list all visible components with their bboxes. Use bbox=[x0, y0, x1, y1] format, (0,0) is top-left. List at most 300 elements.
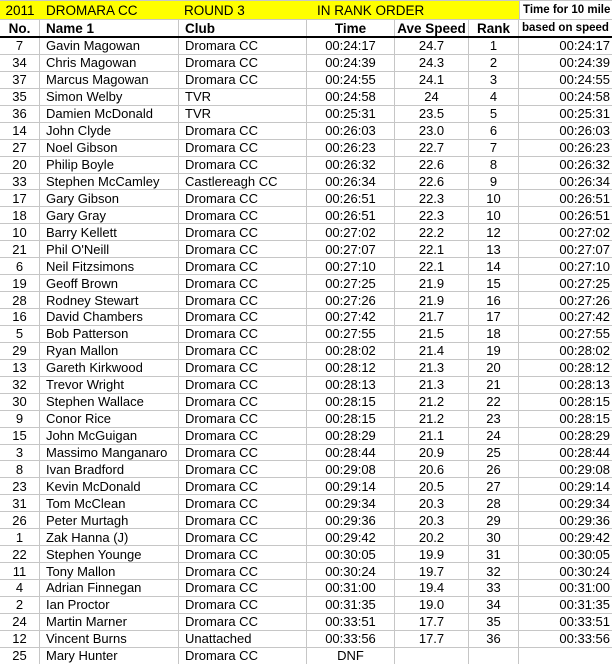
table-row bbox=[0, 478, 612, 495]
cell-club: Dromara CC bbox=[179, 411, 307, 427]
table-row bbox=[0, 123, 612, 140]
table-row bbox=[0, 140, 612, 157]
cell-rank: 6 bbox=[469, 123, 519, 139]
column-header-no: No. bbox=[0, 20, 40, 36]
table-row bbox=[0, 512, 612, 529]
cell-rider-name: Martin Marner bbox=[40, 614, 179, 630]
cell-rider-number: 26 bbox=[0, 512, 40, 528]
column-header-club: Club bbox=[179, 20, 307, 36]
cell-rank: 16 bbox=[469, 292, 519, 308]
cell-time: 00:31:00 bbox=[307, 580, 395, 596]
cell-time: 00:27:42 bbox=[307, 309, 395, 325]
table-row bbox=[0, 563, 612, 580]
cell-ave-speed: 20.3 bbox=[395, 495, 469, 511]
cell-rider-number: 33 bbox=[0, 174, 40, 190]
cell-ave-speed: 21.2 bbox=[395, 411, 469, 427]
cell-rank: 24 bbox=[469, 428, 519, 444]
cell-club: Dromara CC bbox=[179, 241, 307, 257]
cell-rider-number: 14 bbox=[0, 123, 40, 139]
cell-rank: 29 bbox=[469, 512, 519, 528]
table-row bbox=[0, 631, 612, 648]
cell-time: 00:26:23 bbox=[307, 140, 395, 156]
cell-rider-name: Noel Gibson bbox=[40, 140, 179, 156]
table-row bbox=[0, 157, 612, 174]
column-header-ave-speed: Ave Speed bbox=[395, 20, 469, 36]
cell-rank: 14 bbox=[469, 258, 519, 274]
cell-time: 00:28:12 bbox=[307, 360, 395, 376]
cell-rank: 10 bbox=[469, 207, 519, 223]
column-header-time: Time bbox=[307, 20, 395, 36]
cell-rider-name: Phil O'Neill bbox=[40, 241, 179, 257]
cell-ave-speed: 20.9 bbox=[395, 445, 469, 461]
cell-rider-name: Simon Welby bbox=[40, 89, 179, 105]
cell-rank: 27 bbox=[469, 478, 519, 494]
cell-ave-speed: 23.0 bbox=[395, 123, 469, 139]
cell-time-based-on-speed: 00:31:35 bbox=[559, 597, 610, 613]
cell-time: 00:29:14 bbox=[307, 478, 395, 494]
cell-club: Dromara CC bbox=[179, 224, 307, 240]
cell-rider-number: 10 bbox=[0, 224, 40, 240]
cell-time: 00:26:03 bbox=[307, 123, 395, 139]
cell-rank: 23 bbox=[469, 411, 519, 427]
table-row bbox=[0, 258, 612, 275]
cell-time-based-on-speed: 00:24:58 bbox=[559, 89, 610, 105]
cell-rider-name: Stephen McCamley bbox=[40, 174, 179, 190]
cell-rider-name: Adrian Finnegan bbox=[40, 580, 179, 596]
cell-time: 00:27:02 bbox=[307, 224, 395, 240]
cell-club: Dromara CC bbox=[179, 38, 307, 54]
cell-rider-name: Stephen Younge bbox=[40, 546, 179, 562]
cell-rider-number: 17 bbox=[0, 190, 40, 206]
cell-rank: 25 bbox=[469, 445, 519, 461]
cell-time: 00:24:58 bbox=[307, 89, 395, 105]
cell-ave-speed: 17.7 bbox=[395, 614, 469, 630]
cell-time-based-on-speed: 00:29:14 bbox=[559, 478, 610, 494]
cell-club: Dromara CC bbox=[179, 495, 307, 511]
table-row bbox=[0, 241, 612, 258]
cell-club: Dromara CC bbox=[179, 580, 307, 596]
cell-time: 00:26:51 bbox=[307, 190, 395, 206]
cell-time: 00:29:34 bbox=[307, 495, 395, 511]
cell-ave-speed: 21.1 bbox=[395, 428, 469, 444]
cell-time-based-on-speed: 00:28:15 bbox=[559, 411, 610, 427]
table-row bbox=[0, 461, 612, 478]
cell-rider-name: Ryan Mallon bbox=[40, 343, 179, 359]
cell-rider-number: 20 bbox=[0, 157, 40, 173]
column-header-name: Name 1 bbox=[40, 20, 179, 36]
cell-time: 00:27:10 bbox=[307, 258, 395, 274]
cell-time-based-on-speed: 00:28:13 bbox=[559, 377, 610, 393]
cell-rider-name: Ian Proctor bbox=[40, 597, 179, 613]
results-rows bbox=[0, 38, 612, 664]
cell-ave-speed: 20.2 bbox=[395, 529, 469, 545]
cell-rider-number: 7 bbox=[0, 38, 40, 54]
cell-rider-name: Philip Boyle bbox=[40, 157, 179, 173]
cell-time-based-on-speed: 00:27:25 bbox=[559, 275, 610, 291]
cell-time-based-on-speed: 00:26:51 bbox=[559, 190, 610, 206]
cell-club: Dromara CC bbox=[179, 445, 307, 461]
cell-rank: 15 bbox=[469, 275, 519, 291]
table-row bbox=[0, 309, 612, 326]
cell-rank: 26 bbox=[469, 461, 519, 477]
cell-rank: 22 bbox=[469, 394, 519, 410]
cell-rider-name: Peter Murtagh bbox=[40, 512, 179, 528]
cell-time: 00:30:24 bbox=[307, 563, 395, 579]
time-for-10-mile-label: Time for 10 mile bbox=[519, 1, 612, 19]
based-on-speed-label: based on speed bbox=[522, 22, 609, 34]
cell-rider-number: 5 bbox=[0, 326, 40, 342]
table-row bbox=[0, 394, 612, 411]
cell-time: 00:28:15 bbox=[307, 411, 395, 427]
table-row bbox=[0, 495, 612, 512]
cell-ave-speed: 19.0 bbox=[395, 597, 469, 613]
table-row bbox=[0, 72, 612, 89]
cell-rank: 18 bbox=[469, 326, 519, 342]
cell-time-based-on-speed: 00:27:10 bbox=[559, 258, 610, 274]
cell-ave-speed: 22.7 bbox=[395, 140, 469, 156]
cell-ave-speed: 20.3 bbox=[395, 512, 469, 528]
cell-time-based-on-speed: 00:26:03 bbox=[559, 123, 610, 139]
cell-time: 00:27:25 bbox=[307, 275, 395, 291]
cell-rider-number: 24 bbox=[0, 614, 40, 630]
cell-rider-number: 30 bbox=[0, 394, 40, 410]
cell-rank: 7 bbox=[469, 140, 519, 156]
table-row bbox=[0, 292, 612, 309]
cell-rank: 28 bbox=[469, 495, 519, 511]
cell-rider-name: Zak Hanna (J) bbox=[40, 529, 179, 545]
cell-club: Dromara CC bbox=[179, 597, 307, 613]
table-row bbox=[0, 428, 612, 445]
cell-ave-speed: 21.9 bbox=[395, 292, 469, 308]
cell-club: TVR bbox=[179, 89, 307, 105]
cell-rider-name: Marcus Magowan bbox=[40, 72, 179, 88]
cell-rider-name: David Chambers bbox=[40, 309, 179, 325]
cell-rank: 32 bbox=[469, 563, 519, 579]
cell-rider-number: 9 bbox=[0, 411, 40, 427]
cell-time: 00:24:55 bbox=[307, 72, 395, 88]
cell-rider-number: 16 bbox=[0, 309, 40, 325]
cell-rider-number: 8 bbox=[0, 461, 40, 477]
cell-club: Dromara CC bbox=[179, 275, 307, 291]
cell-time-based-on-speed: 00:26:32 bbox=[559, 157, 610, 173]
cell-time-based-on-speed: 00:29:42 bbox=[559, 529, 610, 545]
cell-rider-number: 25 bbox=[0, 648, 40, 664]
column-header-rank: Rank bbox=[469, 20, 519, 36]
cell-time: 00:30:05 bbox=[307, 546, 395, 562]
cell-rider-name: Conor Rice bbox=[40, 411, 179, 427]
cell-ave-speed: 21.3 bbox=[395, 360, 469, 376]
cell-club: Dromara CC bbox=[179, 258, 307, 274]
cell-time-based-on-speed: 00:26:51 bbox=[559, 207, 610, 223]
cell-rider-name: Ivan Bradford bbox=[40, 461, 179, 477]
table-row bbox=[0, 38, 612, 55]
cell-rank: 19 bbox=[469, 343, 519, 359]
cell-rider-number: 15 bbox=[0, 428, 40, 444]
cell-time: 00:29:42 bbox=[307, 529, 395, 545]
cell-rank: 2 bbox=[469, 55, 519, 71]
cell-ave-speed: 22.3 bbox=[395, 190, 469, 206]
cell-ave-speed bbox=[395, 648, 469, 664]
table-row bbox=[0, 580, 612, 597]
cell-rider-name: Geoff Brown bbox=[40, 275, 179, 291]
cell-rider-name: John McGuigan bbox=[40, 428, 179, 444]
cell-club: Dromara CC bbox=[179, 207, 307, 223]
cell-rank: 34 bbox=[469, 597, 519, 613]
cell-time: 00:26:51 bbox=[307, 207, 395, 223]
cell-rider-name: Gareth Kirkwood bbox=[40, 360, 179, 376]
cell-rider-number: 27 bbox=[0, 140, 40, 156]
cell-club: Dromara CC bbox=[179, 326, 307, 342]
cell-rank: 9 bbox=[469, 174, 519, 190]
cell-time-based-on-speed: 00:29:36 bbox=[559, 512, 610, 528]
cell-time: 00:24:39 bbox=[307, 55, 395, 71]
cell-ave-speed: 22.6 bbox=[395, 157, 469, 173]
cell-rider-number: 36 bbox=[0, 106, 40, 122]
cell-club: Dromara CC bbox=[179, 546, 307, 562]
cell-rider-name: Barry Kellett bbox=[40, 224, 179, 240]
cell-rank: 8 bbox=[469, 157, 519, 173]
cell-club: Dromara CC bbox=[179, 512, 307, 528]
cell-rank: 1 bbox=[469, 38, 519, 54]
cell-time: 00:28:15 bbox=[307, 394, 395, 410]
cell-ave-speed: 17.7 bbox=[395, 631, 469, 647]
cell-ave-speed: 21.7 bbox=[395, 309, 469, 325]
cell-time: 00:31:35 bbox=[307, 597, 395, 613]
cell-time-based-on-speed bbox=[519, 648, 612, 664]
cell-ave-speed: 21.2 bbox=[395, 394, 469, 410]
column-header-row bbox=[0, 20, 612, 38]
cell-rank: 33 bbox=[469, 580, 519, 596]
cell-time: 00:28:29 bbox=[307, 428, 395, 444]
cell-ave-speed: 22.1 bbox=[395, 241, 469, 257]
cell-ave-speed: 24 bbox=[395, 89, 469, 105]
year-label: 2011 bbox=[0, 1, 40, 19]
cell-club: Dromara CC bbox=[179, 190, 307, 206]
cell-time: 00:33:51 bbox=[307, 614, 395, 630]
cell-rider-number: 23 bbox=[0, 478, 40, 494]
cell-rank: 12 bbox=[469, 224, 519, 240]
cell-ave-speed: 19.4 bbox=[395, 580, 469, 596]
cell-rider-number: 1 bbox=[0, 529, 40, 545]
rank-order-label: IN RANK ORDER bbox=[307, 1, 519, 19]
cell-club: Dromara CC bbox=[179, 461, 307, 477]
cell-rider-name: Trevor Wright bbox=[40, 377, 179, 393]
table-row bbox=[0, 343, 612, 360]
cell-time-based-on-speed: 00:29:08 bbox=[559, 461, 610, 477]
table-row bbox=[0, 597, 612, 614]
cell-time-based-on-speed: 00:24:55 bbox=[559, 72, 610, 88]
cell-time: 00:27:55 bbox=[307, 326, 395, 342]
cell-time: 00:29:36 bbox=[307, 512, 395, 528]
title-row bbox=[0, 1, 612, 20]
table-row bbox=[0, 55, 612, 72]
cell-time-based-on-speed: 00:28:15 bbox=[559, 394, 610, 410]
cell-rank: 5 bbox=[469, 106, 519, 122]
cell-ave-speed: 24.3 bbox=[395, 55, 469, 71]
cell-club: Castlereagh CC bbox=[179, 174, 307, 190]
table-row bbox=[0, 377, 612, 394]
cell-time-based-on-speed: 00:29:34 bbox=[559, 495, 610, 511]
cell-ave-speed: 23.5 bbox=[395, 106, 469, 122]
table-row bbox=[0, 411, 612, 428]
cell-rider-name: John Clyde bbox=[40, 123, 179, 139]
cell-ave-speed: 21.5 bbox=[395, 326, 469, 342]
cell-time: DNF bbox=[307, 648, 395, 664]
cell-club: Dromara CC bbox=[179, 309, 307, 325]
cell-rank bbox=[469, 648, 519, 664]
cell-time: 00:33:56 bbox=[307, 631, 395, 647]
cell-time-based-on-speed: 00:26:34 bbox=[559, 173, 610, 189]
cell-club: Dromara CC bbox=[179, 563, 307, 579]
cell-club: Dromara CC bbox=[179, 55, 307, 71]
cell-rider-number: 6 bbox=[0, 258, 40, 274]
cell-club: Dromara CC bbox=[179, 377, 307, 393]
round-label: ROUND 3 bbox=[179, 1, 307, 19]
cell-club: Dromara CC bbox=[179, 529, 307, 545]
cell-time-based-on-speed: 00:28:44 bbox=[559, 444, 610, 460]
table-row bbox=[0, 174, 612, 191]
cell-time: 00:28:44 bbox=[307, 445, 395, 461]
table-row bbox=[0, 614, 612, 631]
cell-time-based-on-speed: 00:27:26 bbox=[559, 292, 610, 308]
cell-rider-number: 18 bbox=[0, 207, 40, 223]
cell-club: Dromara CC bbox=[179, 478, 307, 494]
cell-club: Dromara CC bbox=[179, 614, 307, 630]
cell-ave-speed: 21.9 bbox=[395, 275, 469, 291]
cell-time: 00:24:17 bbox=[307, 38, 395, 54]
cell-time: 00:28:13 bbox=[307, 377, 395, 393]
cell-time: 00:26:34 bbox=[307, 174, 395, 190]
cell-rider-number: 31 bbox=[0, 495, 40, 511]
cell-rider-number: 4 bbox=[0, 580, 40, 596]
cell-ave-speed: 21.4 bbox=[395, 343, 469, 359]
cell-rider-number: 35 bbox=[0, 89, 40, 105]
cell-time-based-on-speed: 00:26:23 bbox=[559, 140, 610, 156]
cell-rider-number: 32 bbox=[0, 377, 40, 393]
cell-club: Dromara CC bbox=[179, 394, 307, 410]
event-club-label: DROMARA CC bbox=[40, 1, 179, 19]
cell-time-based-on-speed: 00:27:02 bbox=[559, 224, 610, 240]
cell-time: 00:28:02 bbox=[307, 343, 395, 359]
cell-club: Dromara CC bbox=[179, 157, 307, 173]
cell-rank: 10 bbox=[469, 190, 519, 206]
cell-club: Dromara CC bbox=[179, 140, 307, 156]
cell-ave-speed: 22.1 bbox=[395, 258, 469, 274]
cell-rank: 30 bbox=[469, 529, 519, 545]
cell-rider-name: Bob Patterson bbox=[40, 326, 179, 342]
cell-rank: 20 bbox=[469, 360, 519, 376]
cell-rank: 3 bbox=[469, 72, 519, 88]
cell-rider-name: Tony Mallon bbox=[40, 563, 179, 579]
cell-time-based-on-speed: 00:31:00 bbox=[559, 580, 610, 596]
table-row bbox=[0, 207, 612, 224]
cell-club: Dromara CC bbox=[179, 360, 307, 376]
cell-rider-number: 2 bbox=[0, 597, 40, 613]
cell-ave-speed: 22.3 bbox=[395, 207, 469, 223]
cell-ave-speed: 24.7 bbox=[395, 38, 469, 54]
cell-rider-number: 28 bbox=[0, 292, 40, 308]
cell-club: Dromara CC bbox=[179, 72, 307, 88]
cell-time-based-on-speed: 00:30:05 bbox=[559, 546, 610, 562]
cell-rank: 4 bbox=[469, 89, 519, 105]
cell-rider-name: Rodney Stewart bbox=[40, 292, 179, 308]
cell-rider-number: 22 bbox=[0, 546, 40, 562]
cell-rider-number: 29 bbox=[0, 343, 40, 359]
cell-rider-name: Gary Gray bbox=[40, 207, 179, 223]
cell-club: Dromara CC bbox=[179, 123, 307, 139]
cell-club: Dromara CC bbox=[179, 292, 307, 308]
cell-club: Dromara CC bbox=[179, 343, 307, 359]
cell-rider-name: Massimo Manganaro bbox=[40, 445, 179, 461]
table-row bbox=[0, 546, 612, 563]
table-row bbox=[0, 445, 612, 462]
cell-rider-name: Gavin Magowan bbox=[40, 38, 179, 54]
cell-time-based-on-speed: 00:33:51 bbox=[559, 614, 610, 630]
cell-time-based-on-speed: 00:25:31 bbox=[559, 106, 610, 122]
table-row bbox=[0, 224, 612, 241]
cell-rider-name: Tom McClean bbox=[40, 495, 179, 511]
cell-rider-name: Stephen Wallace bbox=[40, 394, 179, 410]
cell-rider-name: Kevin McDonald bbox=[40, 478, 179, 494]
cell-time-based-on-speed: 00:27:42 bbox=[559, 309, 610, 325]
cell-rider-number: 21 bbox=[0, 241, 40, 257]
cell-rank: 13 bbox=[469, 241, 519, 257]
cell-time-based-on-speed: 00:24:17 bbox=[559, 38, 610, 54]
cell-rank: 17 bbox=[469, 309, 519, 325]
cell-rider-name: Chris Magowan bbox=[40, 55, 179, 71]
cell-ave-speed: 21.3 bbox=[395, 377, 469, 393]
cell-time-based-on-speed: 00:24:39 bbox=[559, 55, 610, 71]
cell-ave-speed: 19.7 bbox=[395, 563, 469, 579]
cell-rider-number: 34 bbox=[0, 55, 40, 71]
table-row bbox=[0, 326, 612, 343]
cell-club: Unattached bbox=[179, 631, 307, 647]
table-row bbox=[0, 106, 612, 123]
cell-time-based-on-speed: 00:30:24 bbox=[559, 563, 610, 579]
cell-time: 00:29:08 bbox=[307, 461, 395, 477]
cell-rider-number: 37 bbox=[0, 72, 40, 88]
cell-rank: 31 bbox=[469, 546, 519, 562]
cell-time-based-on-speed: 00:27:55 bbox=[559, 326, 610, 342]
cell-ave-speed: 22.2 bbox=[395, 224, 469, 240]
table-row bbox=[0, 190, 612, 207]
cell-rank: 36 bbox=[469, 631, 519, 647]
cell-club: TVR bbox=[179, 106, 307, 122]
cell-club: Dromara CC bbox=[179, 648, 307, 664]
cell-time: 00:27:26 bbox=[307, 292, 395, 308]
cell-club: Dromara CC bbox=[179, 428, 307, 444]
table-row bbox=[0, 360, 612, 377]
cell-rider-number: 3 bbox=[0, 445, 40, 461]
cell-time-based-on-speed: 00:27:07 bbox=[559, 241, 610, 257]
cell-time: 00:27:07 bbox=[307, 241, 395, 257]
cell-ave-speed: 20.6 bbox=[395, 461, 469, 477]
table-row bbox=[0, 89, 612, 106]
cell-rider-name: Gary Gibson bbox=[40, 190, 179, 206]
cell-rider-name: Mary Hunter bbox=[40, 648, 179, 664]
table-row bbox=[0, 529, 612, 546]
table-row bbox=[0, 648, 612, 664]
cell-time-based-on-speed: 00:33:56 bbox=[559, 631, 610, 647]
cell-rider-name: Vincent Burns bbox=[40, 631, 179, 647]
cell-rider-name: Neil Fitzsimons bbox=[40, 258, 179, 274]
cell-rank: 21 bbox=[469, 377, 519, 393]
table-row bbox=[0, 275, 612, 292]
cell-ave-speed: 24.1 bbox=[395, 72, 469, 88]
cell-time-based-on-speed: 00:28:02 bbox=[559, 343, 610, 359]
cell-time: 00:25:31 bbox=[307, 106, 395, 122]
cell-time-based-on-speed: 00:28:29 bbox=[559, 428, 610, 444]
